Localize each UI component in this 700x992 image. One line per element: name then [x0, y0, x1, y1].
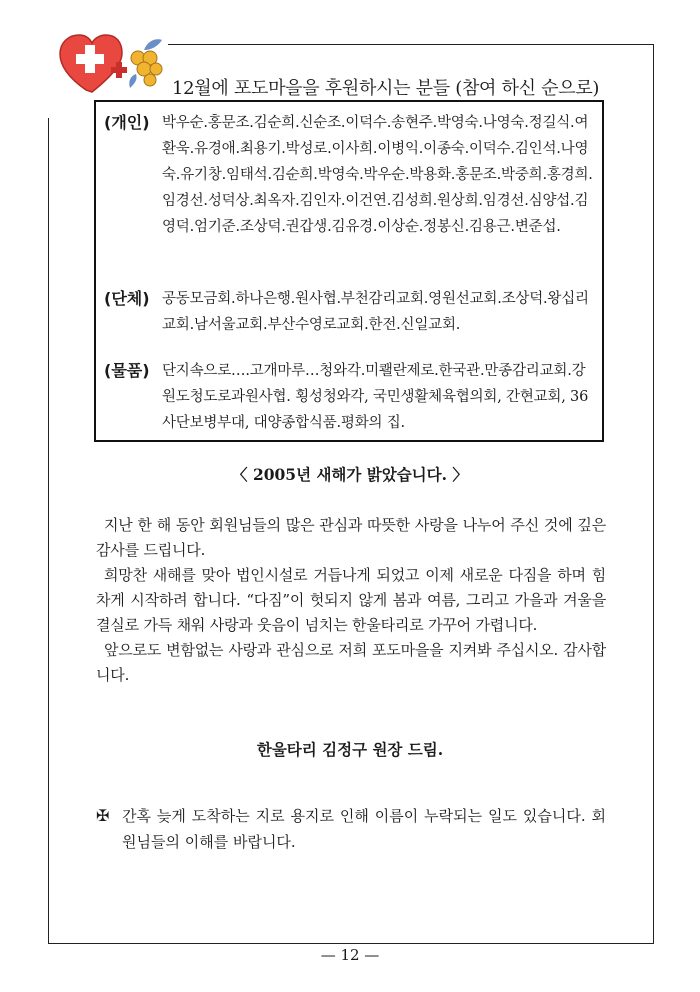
donor-list-box	[94, 100, 604, 442]
groups-label: (단체)	[104, 289, 150, 308]
letter-paragraph: 희망찬 새해를 맞아 법인시설로 거듭나게 되었고 이제 새로운 다짐을 하며 힘차게 시작하려 합니다. “다짐”이 헛되지 않게 봄과 여름, 그리고 가을과 겨울을 결실로 가득 채워 사랑과 웃음이 넘치는 한울타리로 가꾸어 가렵니다.	[96, 566, 606, 634]
new-year-title: 〈 2005년 새해가 밝았습니다. 〉	[232, 465, 468, 484]
notice-text: 간혹 늦게 도착하는 지로 용지로 인해 이름이 누락되는 일도 있습니다. 회원님들의 이해를 바랍니다.	[122, 807, 606, 851]
donor-group-goods	[104, 358, 594, 436]
maltese-cross-icon: ✠	[96, 806, 110, 825]
frame-left-line	[48, 118, 49, 944]
new-year-letter	[96, 513, 606, 688]
individuals-names: 박우순.홍문조.김순희.신순조.이덕수.송현주.박영숙.나영숙.정길식.여환욱.유경애.최용기.박성로.이사희.이병익.이종숙.이덕수.김인석.나영숙.유기창.임태석.김순희.박영숙.박우순.박용화.홍문조.박중희.홍경희.임경선.성덕상.최옥자.김인자.이건연.김성희.원상희.임경선.심양섭.김영덕.엄기준.조상덕.권갑생.김유경.이상순.정봉신.김용근.변준섭.	[162, 115, 593, 235]
page-number: — 12 —	[320, 946, 380, 964]
individuals-label: (개인)	[104, 113, 150, 132]
frame-right-line	[653, 44, 654, 944]
donor-group-individuals	[104, 110, 594, 240]
letter-signature: 한울타리 김정구 원장 드림.	[256, 740, 444, 759]
letter-paragraph: 앞으로도 변함없는 사랑과 관심으로 저희 포도마을을 지켜봐 주십시오. 감사합니다.	[96, 641, 606, 684]
goods-label: (물품)	[104, 361, 150, 380]
notice	[96, 803, 606, 855]
heart-logo-icon	[56, 30, 171, 98]
goods-names: 단지속으로….고개마루…청와각.미쾔란제로.한국관.만종감리교회.강원도청도로과원사협. 횡성청와각, 국민생활체육협의회, 간현교회, 36사단보병부대, 대양종합식품.평화의 집.	[162, 363, 589, 431]
donor-group-organizations	[104, 286, 594, 338]
frame-top-line	[168, 44, 654, 45]
frame-bottom-line	[48, 943, 654, 944]
letter-paragraph: 지난 한 해 동안 회원님들의 많은 관심과 따뜻한 사랑을 나누어 주신 것에 깊은 감사를 드립니다.	[96, 516, 606, 559]
groups-names: 공동모금회.하나은행.원사협.부천감리교회.영원선교회.조상덕.왕십리교회.남서울교회.부산수영로교회.한전.신일교회.	[162, 291, 589, 333]
page-heading: 12월에 포도마을을 후원하시는 분들 (참여 하신 순으로)	[172, 78, 600, 99]
